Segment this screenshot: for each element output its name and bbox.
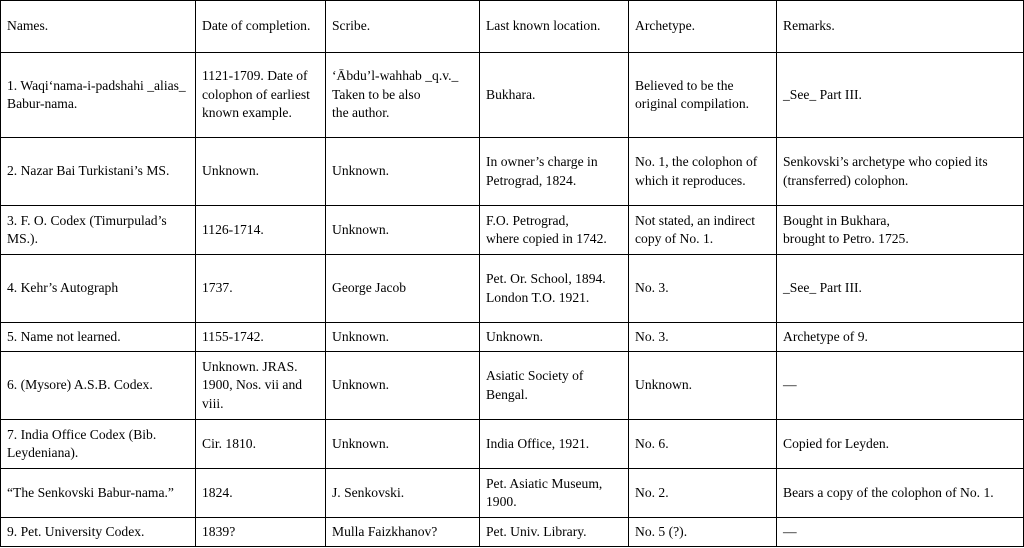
cell-name: 7. India Office Codex (Bib. Leydeniana). (1, 420, 196, 469)
cell-location: Unknown. (480, 323, 629, 352)
cell-date: 1737. (196, 255, 326, 323)
cell-date: 1839? (196, 518, 326, 547)
header-date: Date of completion. (196, 1, 326, 53)
cell-location: India Office, 1921. (480, 420, 629, 469)
cell-archetype: Believed to be the original compilation. (629, 53, 777, 138)
cell-remarks: _See_ Part III. (777, 53, 1024, 138)
cell-date: 1126-1714. (196, 206, 326, 255)
cell-name: 2. Nazar Bai Turkistani’s MS. (1, 138, 196, 206)
cell-scribe: George Jacob (326, 255, 480, 323)
cell-location: Pet. Univ. Library. (480, 518, 629, 547)
cell-archetype: No. 3. (629, 255, 777, 323)
cell-name: 9. Pet. University Codex. (1, 518, 196, 547)
cell-archetype: Not stated, an indirect copy of No. 1. (629, 206, 777, 255)
cell-date: 1824. (196, 469, 326, 518)
cell-archetype: No. 2. (629, 469, 777, 518)
header-location: Last known location. (480, 1, 629, 53)
table-row (1, 323, 1024, 352)
table-row (1, 518, 1024, 547)
cell-scribe: Unknown. (326, 206, 480, 255)
cell-location: Pet. Or. School, 1894. London T.O. 1921. (480, 255, 629, 323)
cell-name: 6. (Mysore) A.S.B. Codex. (1, 352, 196, 420)
table-row (1, 138, 1024, 206)
table-row (1, 206, 1024, 255)
cell-date: 1155-1742. (196, 323, 326, 352)
cell-archetype: No. 3. (629, 323, 777, 352)
cell-scribe: Unknown. (326, 323, 480, 352)
table-row (1, 53, 1024, 138)
cell-date: Unknown. JRAS. 1900, Nos. vii and viii. (196, 352, 326, 420)
table-row (1, 255, 1024, 323)
header-remarks: Remarks. (777, 1, 1024, 53)
cell-date: Unknown. (196, 138, 326, 206)
header-names: Names. (1, 1, 196, 53)
cell-name: “The Senkovski Babur-nama.” (1, 469, 196, 518)
cell-remarks: — (777, 352, 1024, 420)
cell-archetype: Unknown. (629, 352, 777, 420)
table-row (1, 420, 1024, 469)
cell-remarks: Bought in Bukhara, brought to Petro. 1725. (777, 206, 1024, 255)
header-scribe: Scribe. (326, 1, 480, 53)
cell-remarks: Senkovski’s archetype who copied its (transferred) colophon. (777, 138, 1024, 206)
cell-archetype: No. 6. (629, 420, 777, 469)
cell-archetype: No. 1, the colophon of which it reproduces. (629, 138, 777, 206)
cell-name: 1. Waqi‘nama-i-padshahi _alias_ Babur-nama. (1, 53, 196, 138)
cell-scribe: J. Senkovski. (326, 469, 480, 518)
cell-name: 3. F. O. Codex (Timurpulad’s MS.). (1, 206, 196, 255)
cell-location: Asiatic Society of Bengal. (480, 352, 629, 420)
header-row (1, 1, 1024, 53)
cell-name: 4. Kehr’s Autograph (1, 255, 196, 323)
cell-location: Pet. Asiatic Museum, 1900. (480, 469, 629, 518)
cell-location: In owner’s charge in Petrograd, 1824. (480, 138, 629, 206)
header-archetype: Archetype. (629, 1, 777, 53)
cell-scribe: Unknown. (326, 138, 480, 206)
table-row (1, 352, 1024, 420)
cell-scribe: Mulla Faizkhanov? (326, 518, 480, 547)
cell-location: Bukhara. (480, 53, 629, 138)
cell-date: 1121-1709. Date of colophon of earliest known example. (196, 53, 326, 138)
cell-scribe: ‘Ābdu’l-wahhab _q.v._ Taken to be also the author. (326, 53, 480, 138)
cell-remarks: — (777, 518, 1024, 547)
cell-scribe: Unknown. (326, 352, 480, 420)
table-row (1, 469, 1024, 518)
cell-remarks: _See_ Part III. (777, 255, 1024, 323)
cell-scribe: Unknown. (326, 420, 480, 469)
cell-remarks: Bears a copy of the colophon of No. 1. (777, 469, 1024, 518)
cell-location: F.O. Petrograd, where copied in 1742. (480, 206, 629, 255)
cell-remarks: Copied for Leyden. (777, 420, 1024, 469)
cell-date: Cir. 1810. (196, 420, 326, 469)
cell-archetype: No. 5 (?). (629, 518, 777, 547)
cell-name: 5. Name not learned. (1, 323, 196, 352)
cell-remarks: Archetype of 9. (777, 323, 1024, 352)
